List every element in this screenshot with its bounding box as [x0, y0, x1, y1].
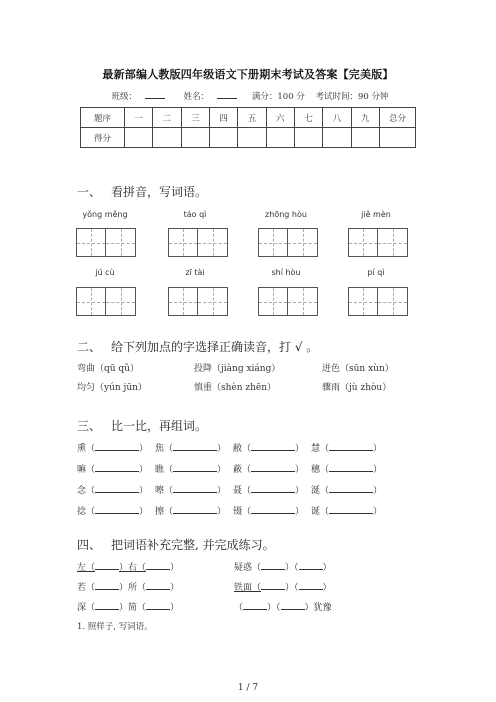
- section-1-heading: 一、 看拼音，写词语。: [77, 185, 208, 199]
- answer-blank[interactable]: [329, 484, 373, 493]
- pinyin-label: táo qì: [183, 210, 207, 219]
- table-cell: 总分: [380, 108, 416, 128]
- reading-choice[interactable]: 迸色（sūn xùn）: [322, 364, 394, 374]
- compare-word-item: 镊（ ）: [233, 507, 305, 517]
- name-field: 姓名：: [180, 92, 242, 102]
- compare-char: 聂: [233, 486, 243, 496]
- score-cell[interactable]: [209, 128, 237, 148]
- compare-char: 敝: [233, 444, 243, 454]
- answer-blank[interactable]: [95, 442, 139, 451]
- writing-cell[interactable]: [378, 229, 407, 256]
- section-3-heading: 三、 比一比，再组词。: [77, 419, 208, 433]
- answer-blank[interactable]: [173, 442, 217, 451]
- compare-char: 捻: [77, 507, 87, 517]
- exam-time: 考试时间：90 分钟: [315, 92, 389, 102]
- pinyin-label: jú cù: [95, 268, 115, 277]
- score-table-row: [81, 128, 416, 148]
- answer-blank[interactable]: [243, 601, 267, 610]
- answer-blank[interactable]: [251, 505, 295, 514]
- idiom-fill: 疑惑（ ）（ ）: [234, 563, 332, 573]
- writing-box[interactable]: [76, 287, 136, 316]
- compare-word-item: 焦（ ）: [155, 444, 227, 454]
- answer-blank[interactable]: [173, 463, 217, 472]
- score-cell[interactable]: [153, 128, 181, 148]
- reading-choice[interactable]: 弯曲（qū qǔ）: [77, 364, 139, 374]
- page-title: 最新部编人教版四年级语文下册期末考试及答案【完美版】: [102, 68, 394, 81]
- score-cell[interactable]: [294, 128, 322, 148]
- table-cell: 得分: [81, 128, 125, 148]
- answer-blank[interactable]: [173, 484, 217, 493]
- score-cell[interactable]: [323, 128, 351, 148]
- pinyin-label: zhōng hòu: [265, 210, 307, 219]
- idiom-fill: 铁面（ ）（ ）: [234, 583, 332, 593]
- answer-blank[interactable]: [173, 505, 217, 514]
- compare-char: 念: [77, 486, 87, 496]
- writing-box[interactable]: [168, 287, 228, 316]
- compare-char: 熏: [77, 444, 87, 454]
- reading-choice[interactable]: 慎重（shèn zhēn）: [194, 383, 277, 393]
- reading-choice[interactable]: 骤雨（jù zhòu）: [322, 383, 392, 393]
- compare-char: 蔽: [233, 465, 243, 475]
- class-field: 班级：: [107, 92, 169, 102]
- writing-box[interactable]: [348, 228, 408, 257]
- pinyin-label: jiě mèn: [361, 210, 391, 219]
- compare-word-item: 聂（ ）: [233, 486, 305, 496]
- answer-blank[interactable]: [261, 581, 285, 590]
- compare-char: 穗: [311, 465, 321, 475]
- class-blank[interactable]: [145, 91, 165, 99]
- answer-blank[interactable]: [146, 581, 170, 590]
- table-cell: 六: [266, 108, 294, 128]
- writing-cell[interactable]: [77, 229, 106, 256]
- writing-cell[interactable]: [77, 288, 106, 315]
- full-score: 满分：100 分: [251, 92, 305, 102]
- writing-cell[interactable]: [169, 229, 198, 256]
- table-cell: 三: [181, 108, 209, 128]
- answer-blank[interactable]: [251, 442, 295, 451]
- exam-info: [0, 90, 496, 102]
- answer-blank[interactable]: [95, 581, 119, 590]
- writing-cell[interactable]: [288, 229, 317, 256]
- answer-blank[interactable]: [95, 484, 139, 493]
- reading-choice[interactable]: 投降（jiàng xiáng）: [194, 364, 281, 374]
- idiom-fill: 左（ ）右（ ）: [77, 563, 180, 573]
- writing-box[interactable]: [258, 228, 318, 257]
- reading-choice[interactable]: 均匀（yún jūn）: [77, 383, 147, 393]
- writing-cell[interactable]: [349, 229, 378, 256]
- compare-word-item: 擦（ ）: [155, 507, 227, 517]
- answer-blank[interactable]: [95, 505, 139, 514]
- table-cell: 四: [209, 108, 237, 128]
- writing-box[interactable]: [258, 287, 318, 316]
- writing-cell[interactable]: [198, 229, 227, 256]
- writing-cell[interactable]: [106, 288, 135, 315]
- table-cell: 二: [153, 108, 181, 128]
- compare-char: 镊: [233, 507, 243, 517]
- score-cell[interactable]: [238, 128, 266, 148]
- page-number: 1 / 7: [237, 683, 259, 693]
- table-cell: 七: [294, 108, 322, 128]
- score-cell[interactable]: [181, 128, 209, 148]
- answer-blank[interactable]: [299, 581, 323, 590]
- writing-box[interactable]: [168, 228, 228, 257]
- compare-word-item: 瞧（ ）: [155, 465, 227, 475]
- writing-cell[interactable]: [106, 229, 135, 256]
- answer-blank[interactable]: [329, 505, 373, 514]
- pinyin-label: pí qì: [367, 268, 385, 277]
- writing-box[interactable]: [348, 287, 408, 316]
- compare-word-item: 涎（ ）: [311, 486, 383, 496]
- score-cell[interactable]: [351, 128, 379, 148]
- name-blank[interactable]: [217, 91, 237, 99]
- idiom-fill: 深（ ）简（ ）: [77, 603, 180, 613]
- answer-blank[interactable]: [251, 484, 295, 493]
- compare-word-item: 捻（ ）: [77, 507, 149, 517]
- compare-word-item: 慧（ ）: [311, 444, 383, 454]
- table-cell: 九: [351, 108, 379, 128]
- compare-word-item: 诞（ ）: [311, 507, 383, 517]
- compare-char: 焦: [155, 444, 165, 454]
- writing-cell[interactable]: [198, 288, 227, 315]
- answer-blank[interactable]: [95, 561, 119, 570]
- score-cell[interactable]: [380, 128, 416, 148]
- section-2-heading: 二、 给下列加点的字选择正确读音，打 √ 。: [77, 340, 319, 354]
- answer-blank[interactable]: [329, 463, 373, 472]
- answer-blank[interactable]: [281, 601, 305, 610]
- table-cell: 五: [238, 108, 266, 128]
- compare-char: 嘛: [77, 465, 87, 475]
- idiom-fill: （ ）（ ）犹豫: [234, 603, 332, 613]
- compare-char: 嚓: [155, 486, 165, 496]
- compare-word-item: 敝（ ）: [233, 444, 305, 454]
- score-cell[interactable]: [266, 128, 294, 148]
- writing-cell[interactable]: [288, 288, 317, 315]
- answer-blank[interactable]: [95, 463, 139, 472]
- compare-char: 涎: [311, 486, 321, 496]
- score-table: [80, 107, 416, 148]
- writing-cell[interactable]: [378, 288, 407, 315]
- table-cell: 题序: [81, 108, 125, 128]
- answer-blank[interactable]: [329, 442, 373, 451]
- sub-question: 1. 照样子, 写词语。: [77, 622, 153, 632]
- writing-cell[interactable]: [169, 288, 198, 315]
- compare-char: 擦: [155, 507, 165, 517]
- answer-blank[interactable]: [261, 561, 285, 570]
- compare-char: 慧: [311, 444, 321, 454]
- compare-word-item: 蔽（ ）: [233, 465, 305, 475]
- answer-blank[interactable]: [299, 561, 323, 570]
- idiom-fill: 若（ ）所（ ）: [77, 583, 180, 593]
- compare-word-item: 熏（ ）: [77, 444, 149, 454]
- pinyin-label: yǒng měng: [82, 210, 128, 219]
- writing-cell[interactable]: [349, 288, 378, 315]
- section-4-heading: 四、 把词语补充完整, 并完成练习。: [77, 538, 275, 552]
- compare-char: 瞧: [155, 465, 165, 475]
- answer-blank[interactable]: [95, 601, 119, 610]
- writing-cell[interactable]: [259, 288, 288, 315]
- answer-blank[interactable]: [146, 561, 170, 570]
- compare-word-item: 念（ ）: [77, 486, 149, 496]
- table-cell: 八: [323, 108, 351, 128]
- compare-word-item: 穗（ ）: [311, 465, 383, 475]
- compare-word-item: 嘛（ ）: [77, 465, 149, 475]
- compare-char: 诞: [311, 507, 321, 517]
- score-table-header: [81, 108, 416, 128]
- score-cell[interactable]: [125, 128, 153, 148]
- pinyin-label: zī tài: [185, 268, 205, 277]
- pinyin-label: shí hòu: [271, 268, 301, 277]
- compare-word-item: 嚓（ ）: [155, 486, 227, 496]
- writing-cell[interactable]: [259, 229, 288, 256]
- table-cell: 一: [125, 108, 153, 128]
- answer-blank[interactable]: [251, 463, 295, 472]
- writing-box[interactable]: [76, 228, 136, 257]
- answer-blank[interactable]: [146, 601, 170, 610]
